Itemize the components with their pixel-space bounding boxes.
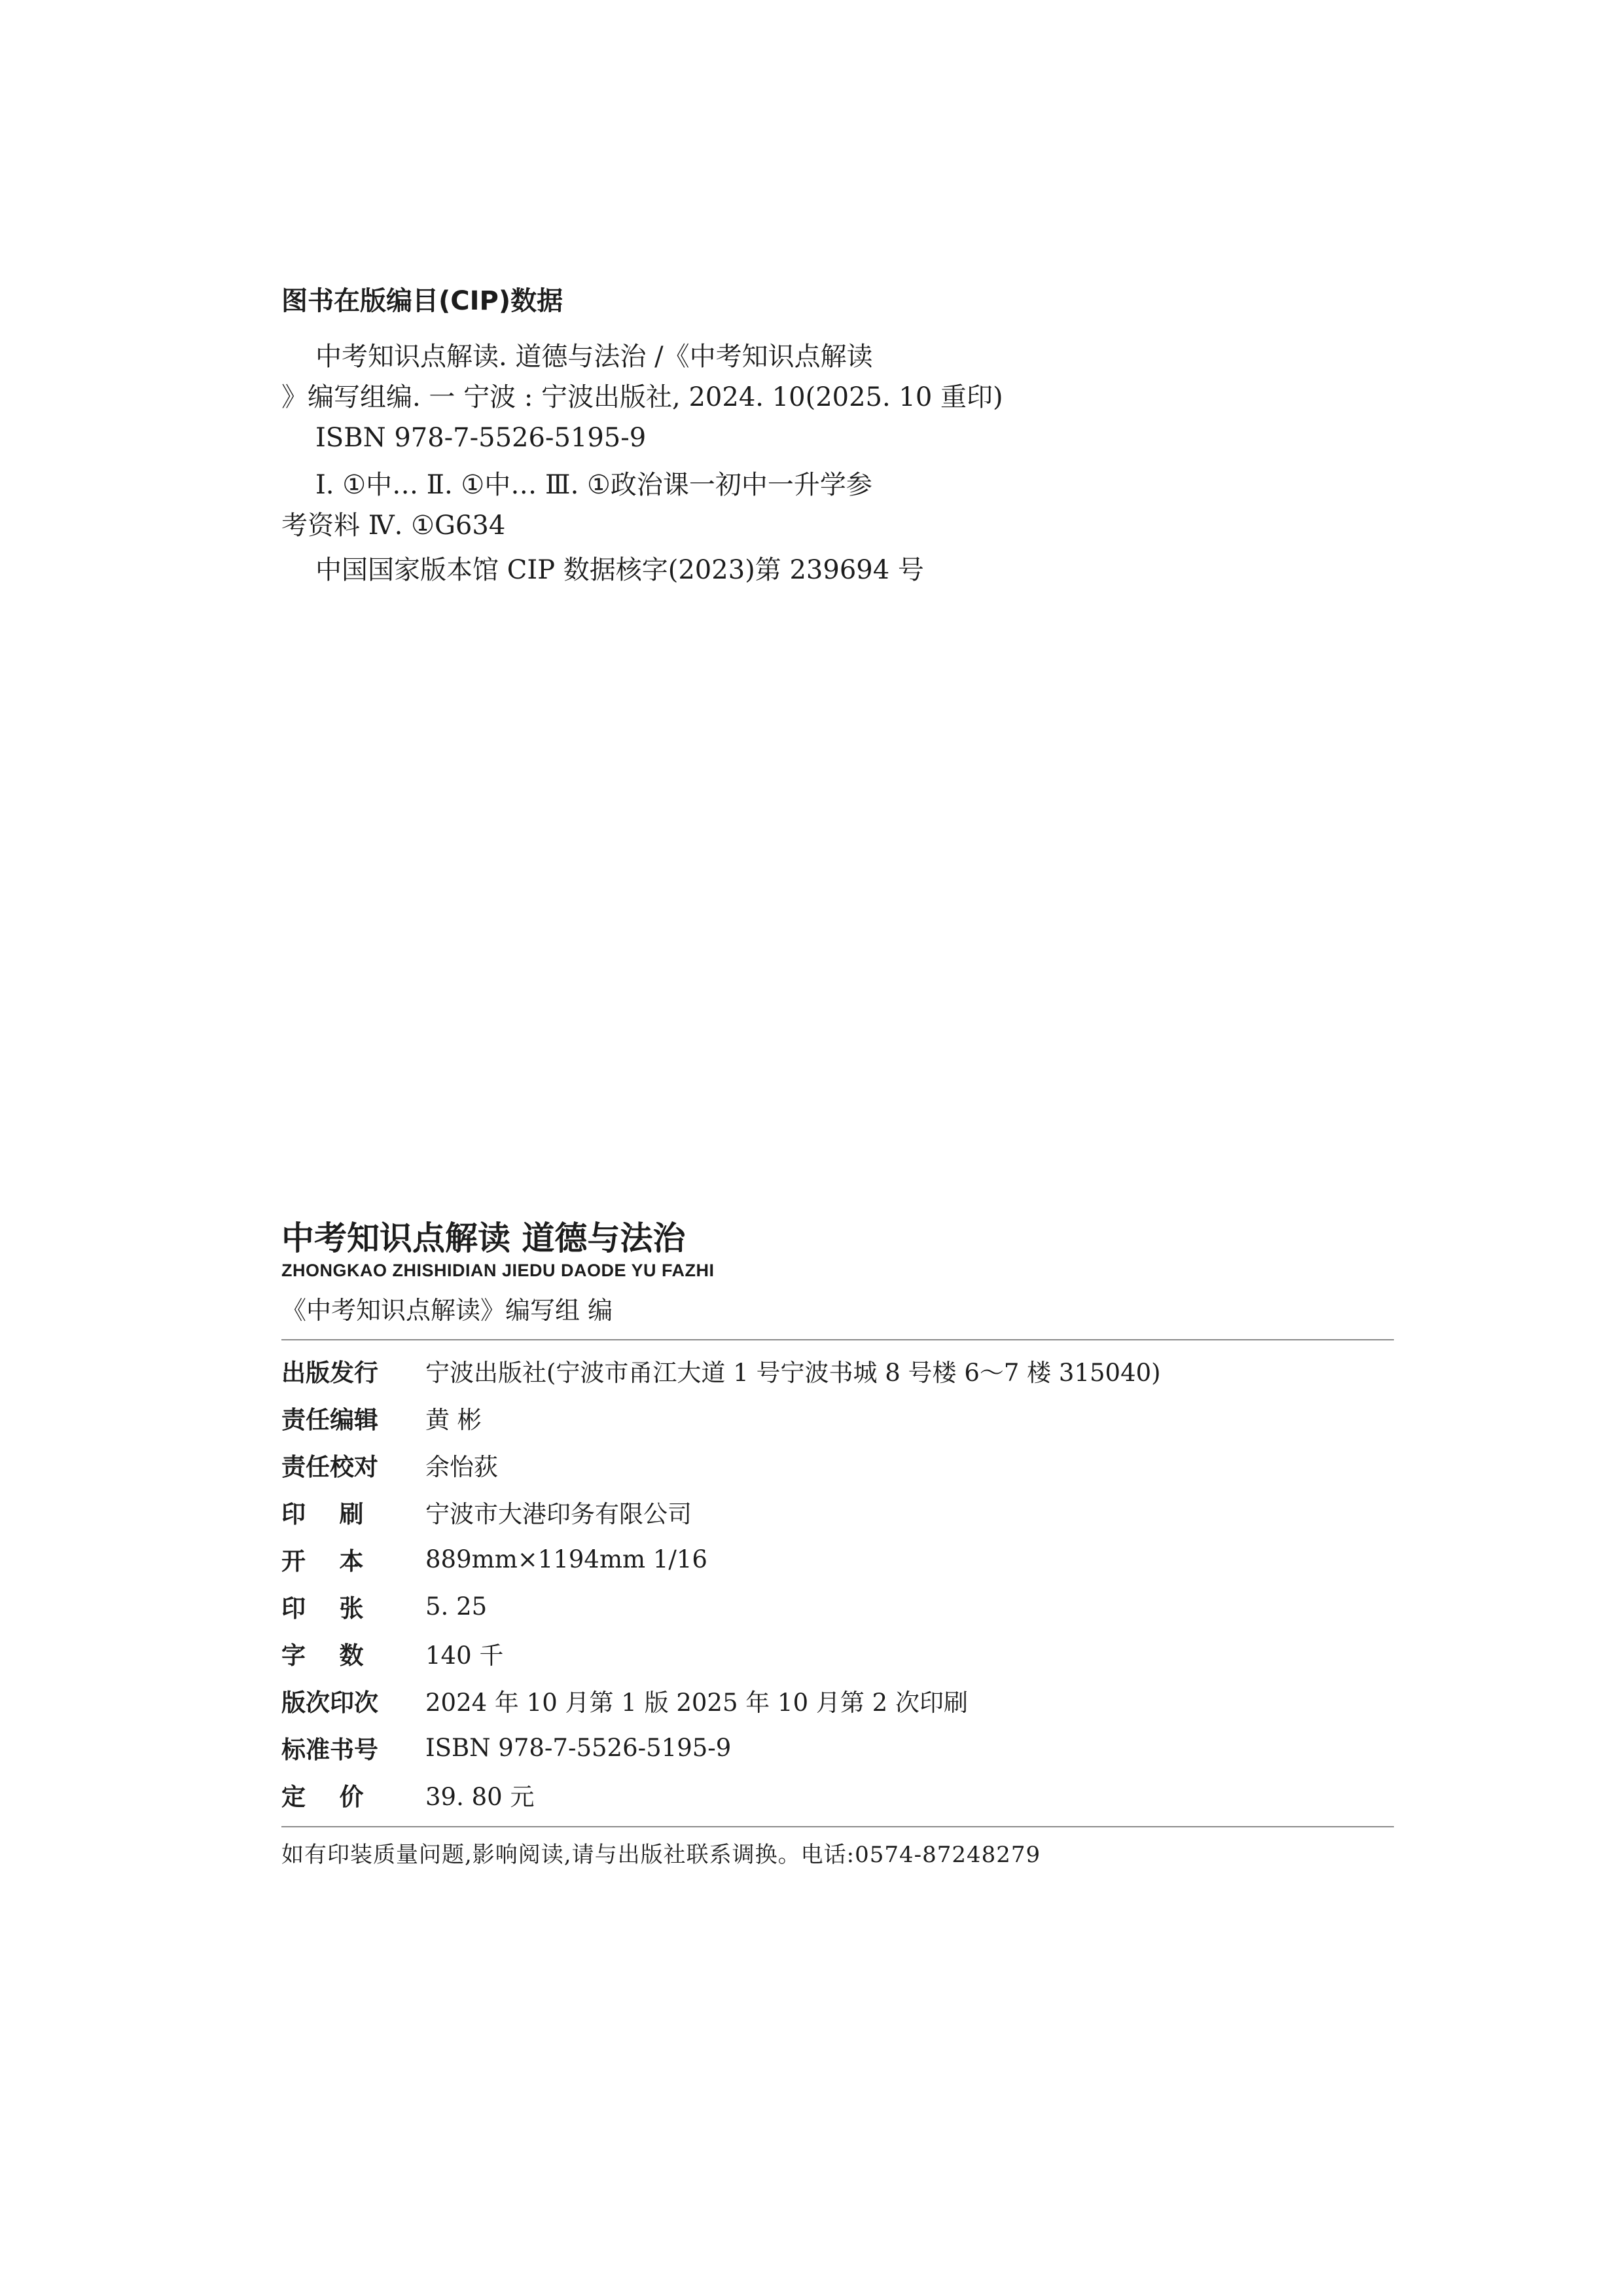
- detail-value: 宁波出版社(宁波市甬江大道 1 号宁波书城 8 号楼 6～7 楼 315040): [425, 1359, 1161, 1387]
- cip-heading: 图书在版编目(CIP)数据: [281, 286, 563, 316]
- cip-line-title: 中考知识点解读. 道德与法治 /《中考知识点解读: [315, 342, 873, 372]
- detail-value: 黄 彬: [425, 1406, 482, 1434]
- detail-value: 140 千: [425, 1641, 504, 1670]
- detail-row-proofreader: [281, 1441, 1394, 1488]
- imprint-block: [281, 1217, 1394, 1874]
- book-title-pinyin: ZHONGKAO ZHISHIDIAN JIEDU DAODE YU FAZHI: [281, 1261, 715, 1280]
- cip-line-record-number: 中国国家版本馆 CIP 数据核字(2023)第 239694 号: [315, 555, 924, 585]
- detail-row-printer: [281, 1488, 1394, 1535]
- book-title: 中考知识点解读 道德与法治: [281, 1219, 686, 1257]
- detail-row-format: [281, 1535, 1394, 1583]
- detail-label: 责任校对: [281, 1453, 378, 1481]
- detail-value: 889mm×1194mm 1/16: [425, 1545, 707, 1573]
- detail-label: 印 张: [281, 1594, 364, 1623]
- detail-row-edition: [281, 1677, 1394, 1724]
- cip-line-publisher: 》编写组编. 一 宁波 : 宁波出版社, 2024. 10(2025. 10 重印): [281, 382, 1003, 412]
- detail-row-publisher: [281, 1347, 1394, 1394]
- detail-label: 印 刷: [281, 1500, 364, 1528]
- detail-label: 出版发行: [281, 1359, 378, 1387]
- detail-label: 字 数: [281, 1641, 364, 1670]
- detail-row-word-count: [281, 1630, 1394, 1677]
- detail-row-sheets: [281, 1583, 1394, 1630]
- detail-row-editor: [281, 1394, 1394, 1441]
- detail-value: 余怡荻: [425, 1453, 498, 1481]
- divider-bottom: [281, 1826, 1394, 1827]
- cip-line-classification-cont: 考资料 Ⅳ. ①G634: [281, 511, 506, 541]
- cip-line-isbn: ISBN 978-7-5526-5195-9: [315, 423, 647, 453]
- detail-label: 版次印次: [281, 1689, 378, 1717]
- divider-top: [281, 1339, 1394, 1340]
- detail-value: 宁波市大港印务有限公司: [425, 1500, 692, 1528]
- detail-row-isbn: [281, 1724, 1394, 1771]
- detail-row-price: [281, 1771, 1394, 1818]
- detail-label: 责任编辑: [281, 1406, 378, 1434]
- detail-value: 2024 年 10 月第 1 版 2025 年 10 月第 2 次印刷: [425, 1689, 968, 1717]
- imprint-details: [281, 1347, 1394, 1818]
- detail-label: 定 价: [281, 1783, 364, 1811]
- detail-value: 5. 25: [425, 1592, 488, 1621]
- detail-value: ISBN 978-7-5526-5195-9: [425, 1733, 732, 1762]
- cip-line-classification: Ⅰ. ①中… Ⅱ. ①中… Ⅲ. ①政治课一初中一升学参: [315, 470, 872, 500]
- detail-label: 标准书号: [281, 1736, 378, 1764]
- cip-block: [281, 281, 1394, 590]
- detail-value: 39. 80 元: [425, 1783, 535, 1811]
- book-editor: 《中考知识点解读》编写组 编: [281, 1296, 613, 1325]
- quality-notice: 如有印装质量问题,影响阅读,请与出版社联系调换。电话:0574-87248279: [281, 1842, 1041, 1868]
- detail-label: 开 本: [281, 1547, 364, 1575]
